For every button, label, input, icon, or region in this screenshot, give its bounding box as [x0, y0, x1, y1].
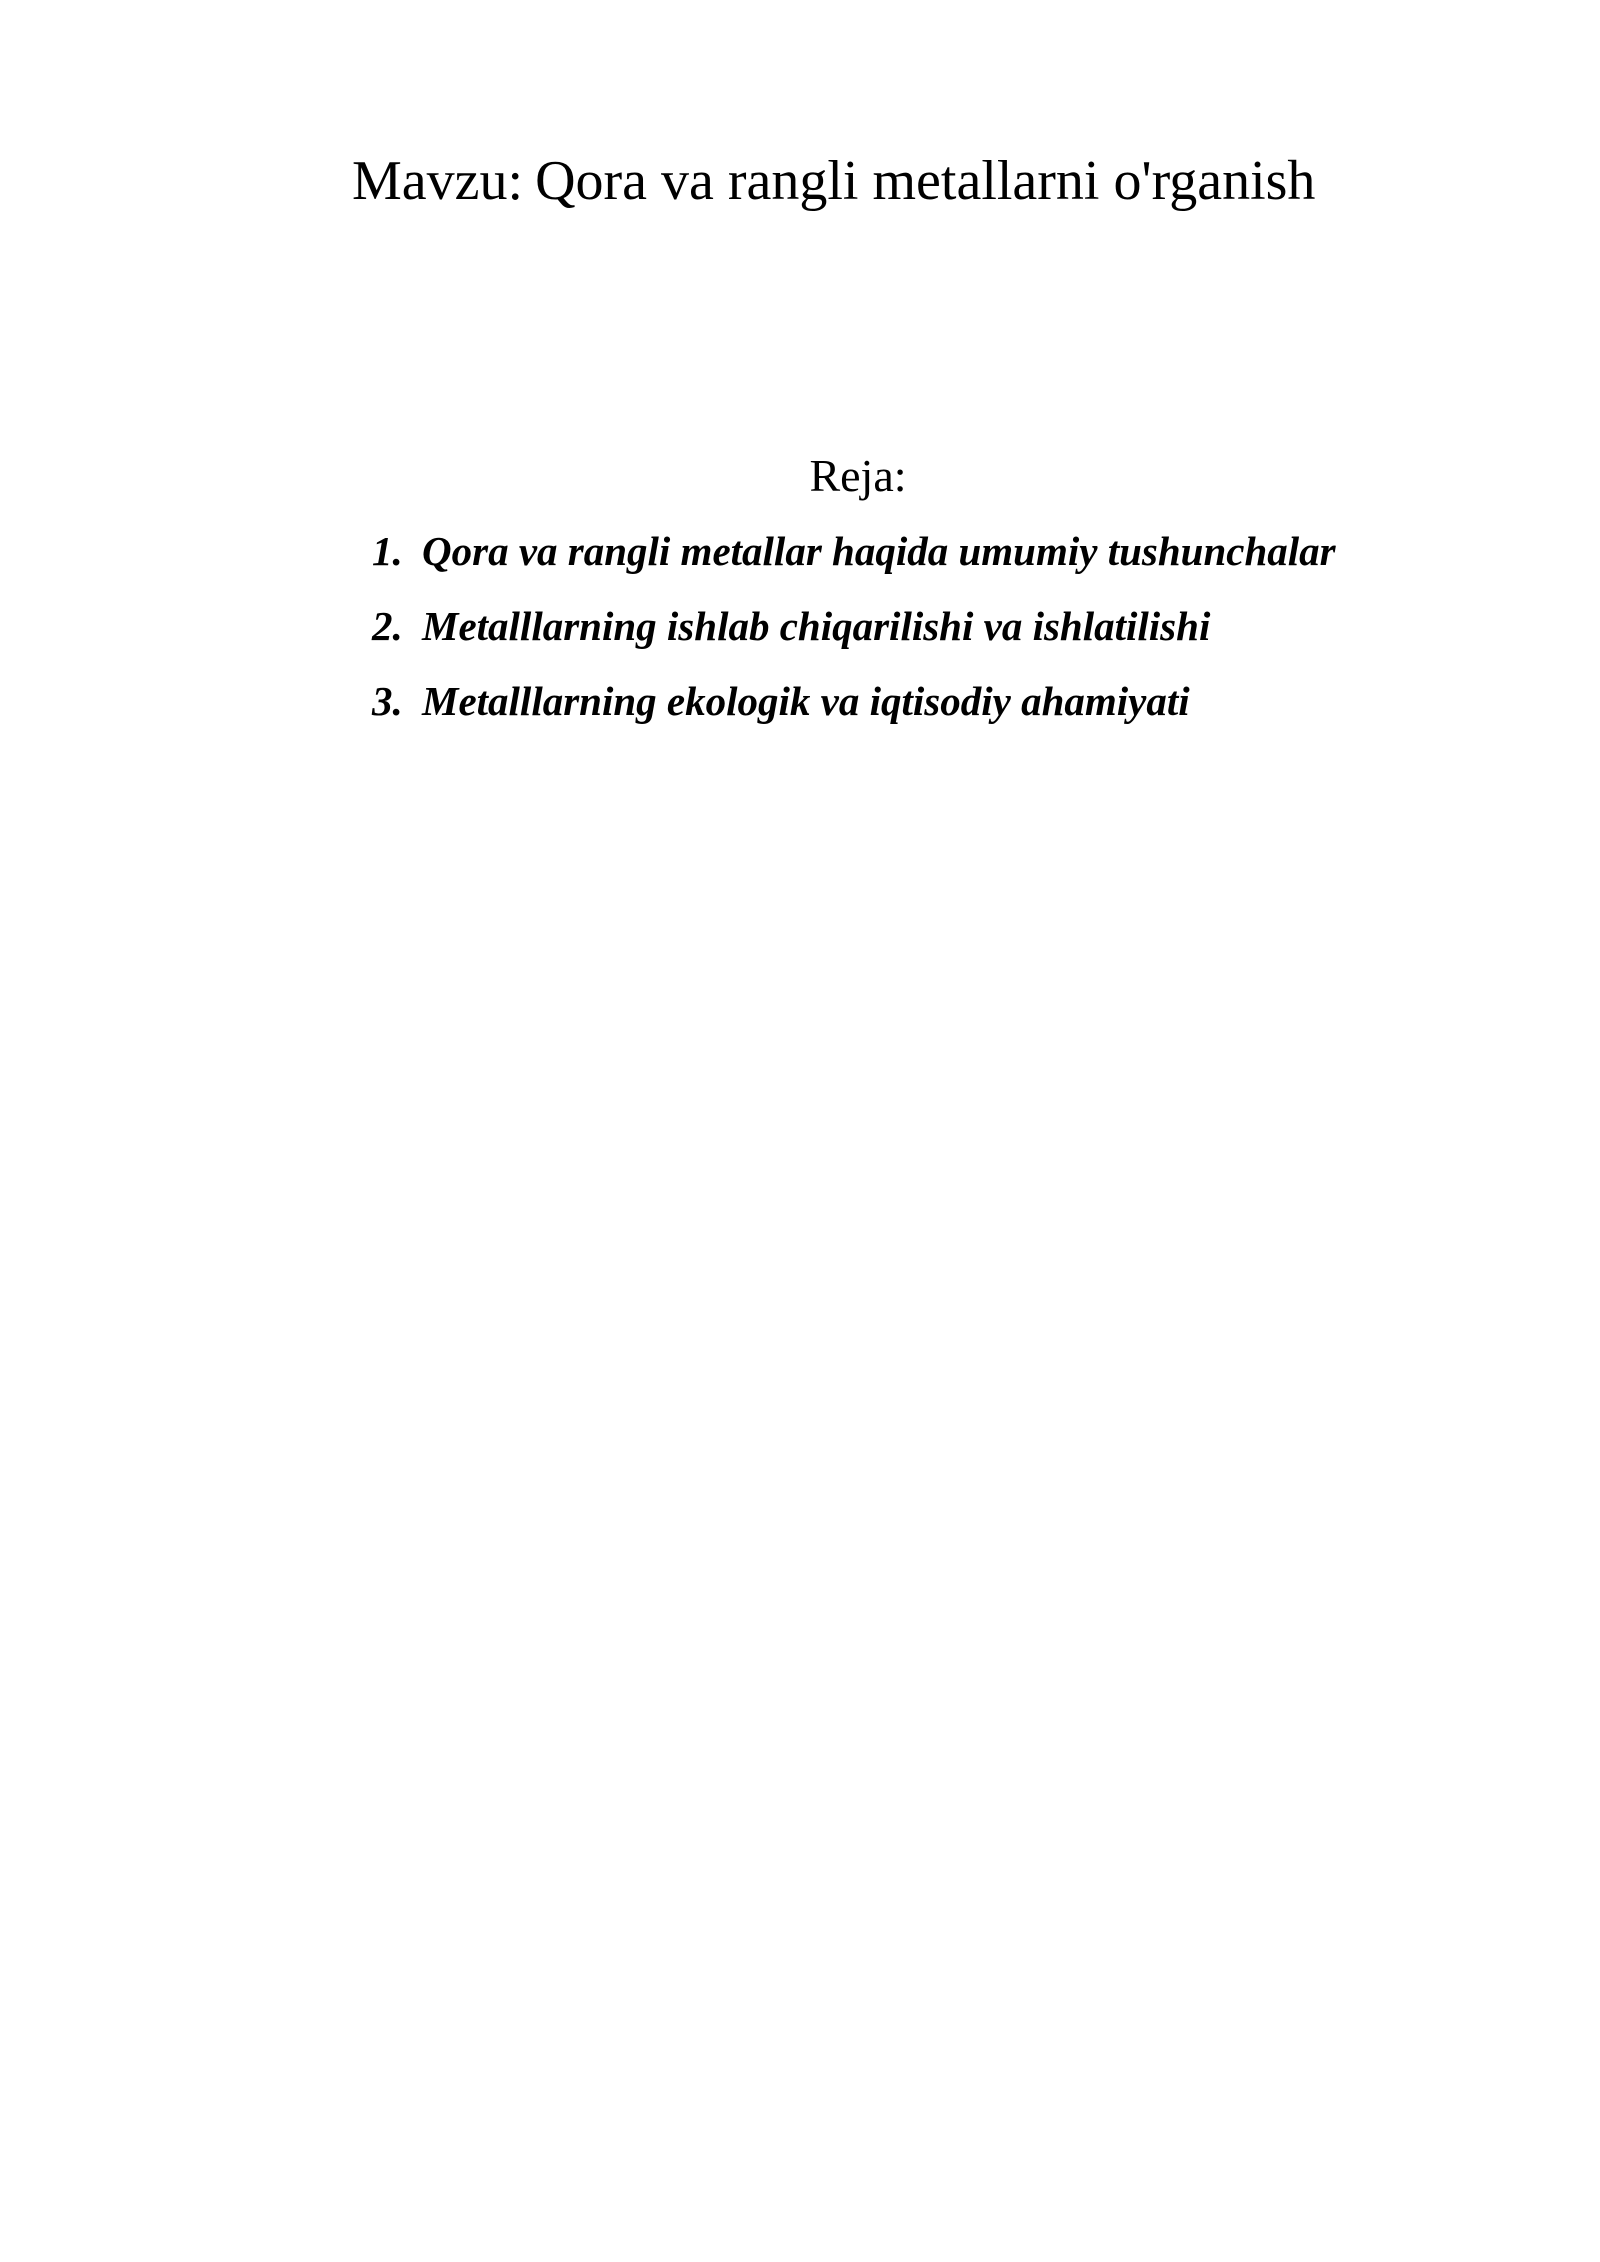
plan-item-number: 2.	[372, 603, 403, 649]
plan-heading: Reja:	[809, 450, 907, 501]
plan-item-2	[372, 602, 1336, 677]
plan-item-text: Metalllarning ekologik va iqtisodiy ahamiyati	[422, 678, 1190, 724]
plan-item-text: Metalllarning ishlab chiqarilishi va ishlatilishi	[422, 603, 1211, 649]
plan-item-text: Qora va rangli metallar haqida umumiy tushunchalar	[422, 528, 1336, 574]
plan-item-number: 3.	[372, 678, 403, 724]
plan-item-3	[372, 677, 1336, 752]
plan-item-number: 1.	[372, 528, 403, 574]
title-label: Mavzu:	[352, 150, 524, 212]
plan-item-1	[372, 527, 1336, 602]
title-text: Qora va rangli metallarni o'rganish	[535, 150, 1316, 212]
page-title	[352, 148, 1315, 215]
plan-list	[372, 527, 1336, 752]
